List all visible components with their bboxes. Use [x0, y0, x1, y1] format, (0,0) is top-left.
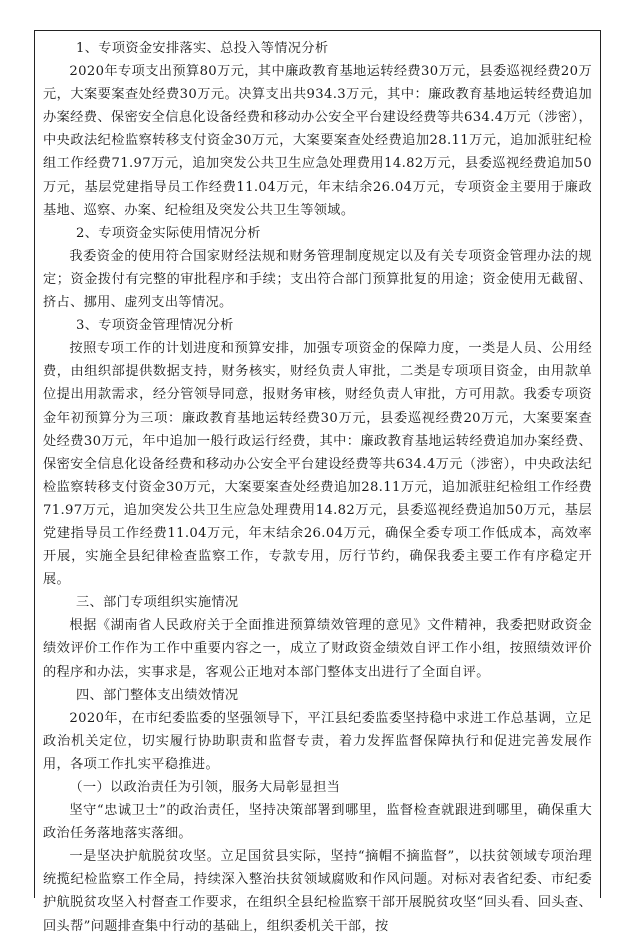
subsection1-heading: （一）以政治责任为引领，服务大局彰显担当: [69, 780, 341, 795]
subsection1-paragraph: 坚守“忠诚卫士”的政治责任，坚持决策部署到哪里，监督检查就跟进到哪里，确保重大政治任务落地落实落细。: [43, 803, 592, 842]
section3-heading: 3、专项资金管理情况分析: [76, 318, 234, 334]
section1-heading: 1、专项资金安排落实、总投入等情况分析: [76, 41, 329, 56]
part4-heading: 四、部门整体支出绩效情况: [76, 687, 239, 703]
section3-paragraph: 按照专项工作的计划进度和预算安排，加强专项资金的保障力度，一类是人员、公用经费，由组织部提供数据支持，财务核实，财经负责人审批，二类是专项项目资金，由用款单位提出用款需求，经分管领导同意，报财务审核，财经负责人审批，方可用款。我委专项资金年初预算分为三项：廉政教育基地运转经费30万元，县委巡视经费20万元，大案要案查处经费30万元，年中追加一般行政运行经费，其中：廉政教育基地运转经费追加办案经费、保密安全信息化设备经费和移动办公安全平台建设经费等共634.4万元（涉密），中央政法纪检监察转移支付资金30万元，大案要案查处经费追加28.11万元，追加派驻纪检组工作经费71.97万元，追加突发公共卫生应急处理费用14.82万元，县委巡视经费追加50万元，基层党建指导员工作经费11.04万元，年末结余26.04万元，确保全委专项工作低成本，高效率开展，实施全县纪律检查监察工作，专款专用，厉行节约，确保我委主要工作有序稳定开展。: [43, 341, 592, 588]
section2-heading: 2、专项资金实际使用情况分析: [76, 225, 261, 241]
part4-paragraph: 2020年，在市纪委监委的坚强领导下，平江县纪委监委坚持稳中求进工作总基调，立足政治机关定位，切实履行协助职责和监督专责，着力发挥监督保障执行和促进完善发展作用，各项工作扎实平稳推进。: [43, 710, 592, 772]
subsection1-item1-paragraph: 一是坚决护航脱贫攻坚。立足国贫县实际，坚持“摘帽不摘监督”，以扶贫领域专项治理统揽纪检监察工作全局，持续深入整治扶贫领域腐败和作风问题。对标对表省纪委、市纪委护航脱贫攻坚入村督查工作要求，在组织全县纪检监察干部开展脱贫攻坚“回头看、回头查、回头帮”问题排查集中行动的基础上，组织委机关干部，按: [43, 849, 592, 934]
document-frame: [34, 30, 601, 934]
document-body: [35, 31, 600, 938]
section1-paragraph: 2020年专项支出预算80万元，其中廉政教育基地运转经费30万元，县委巡视经费20万元，大案要案查处经费30万元。决算支出共934.3万元，其中：廉政教育基地运转经费追加办案经费、保密安全信息化设备经费和移动办公安全平台建设经费等共634.4万元（涉密），中央政法纪检监察转移支付资金30万元，大案要案查处经费追加28.11万元，追加派驻纪检组工作经费71.97万元，追加突发公共卫生应急处理费用14.82万元，县委巡视经费追加50万元，基层党建指导员工作经费11.04万元，年末结余26.04万元，专项资金主要用于廉政基地、巡察、办案、纪检组及突发公共卫生等领域。: [43, 64, 592, 218]
part3-heading: 三、部门专项组织实施情况: [76, 595, 239, 611]
part3-paragraph: 根据《湖南省人民政府关于全面推进预算绩效管理的意见》文件精神，我委把财政资金绩效评价工作作为工作中重要内容之一，成立了财政资金绩效自评工作小组，按照绩效评价的程序和办法，实事求是，客观公正地对本部门整体支出进行了全面自评。: [43, 618, 592, 680]
section2-paragraph: 我委资金的使用符合国家财经法规和财务管理制度规定以及有关专项资金管理办法的规定；资金拨付有完整的审批程序和手续；支出符合部门预算批复的用途；资金使用无截留、挤占、挪用、虚列支出等情况。: [43, 248, 592, 311]
